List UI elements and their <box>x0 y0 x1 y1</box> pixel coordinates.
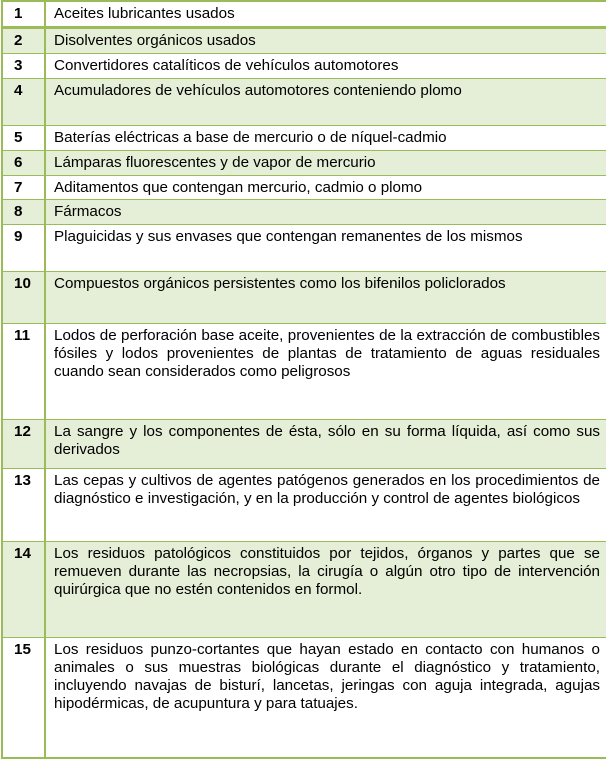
row-description: Fármacos <box>45 199 606 224</box>
row-number: 4 <box>2 78 45 125</box>
table-row <box>2 468 606 541</box>
row-description: Disolventes orgánicos usados <box>45 27 606 53</box>
row-description: Baterías eléctricas a base de mercurio o de níquel-cadmio <box>45 125 606 150</box>
row-number: 12 <box>2 419 45 468</box>
row-description: Acumuladores de vehículos automotores conteniendo plomo <box>45 78 606 125</box>
row-description: Aditamentos que contengan mercurio, cadmio o plomo <box>45 175 606 199</box>
table-row <box>2 78 606 125</box>
table-row <box>2 27 606 53</box>
row-number: 3 <box>2 53 45 78</box>
table-row <box>2 199 606 224</box>
row-number: 14 <box>2 541 45 637</box>
row-number: 2 <box>2 27 45 53</box>
table-body <box>2 1 606 758</box>
row-number: 6 <box>2 150 45 175</box>
hazardous-waste-table <box>1 0 606 759</box>
row-number: 10 <box>2 271 45 323</box>
table-row <box>2 323 606 419</box>
table-row <box>2 541 606 637</box>
row-description: Lámparas fluorescentes y de vapor de mercurio <box>45 150 606 175</box>
table-row <box>2 271 606 323</box>
table-row <box>2 1 606 27</box>
row-description: La sangre y los componentes de ésta, sólo en su forma líquida, así como sus derivados <box>45 419 606 468</box>
table-row <box>2 224 606 271</box>
row-description: Lodos de perforación base aceite, provenientes de la extracción de combustibles fósiles y lodos provenientes de plantas de tratamiento de aguas residuales cuando sean considerados como peligrosos <box>45 323 606 419</box>
row-number: 7 <box>2 175 45 199</box>
row-number: 5 <box>2 125 45 150</box>
row-description: Las cepas y cultivos de agentes patógenos generados en los procedimientos de diagnóstico e investigación, y en la producción y control de agentes biológicos <box>45 468 606 541</box>
row-description: Los residuos punzo-cortantes que hayan estado en contacto con humanos o animales o sus muestras biológicas durante el diagnóstico y tratamiento, incluyendo navajas de bisturí, lancetas, jeringas con aguja integrada, agujas hipodérmicas, de acupuntura y para tatuajes. <box>45 637 606 758</box>
table-row <box>2 125 606 150</box>
table-row <box>2 419 606 468</box>
row-number: 15 <box>2 637 45 758</box>
table-row <box>2 637 606 758</box>
row-description: Los residuos patológicos constituidos por tejidos, órganos y partes que se remueven durante las necropsias, la cirugía o algún otro tipo de intervención quirúrgica que no estén contenidos en formol. <box>45 541 606 637</box>
table-row <box>2 53 606 78</box>
row-description: Compuestos orgánicos persistentes como los bifenilos policlorados <box>45 271 606 323</box>
row-number: 9 <box>2 224 45 271</box>
row-number: 11 <box>2 323 45 419</box>
row-description: Convertidores catalíticos de vehículos automotores <box>45 53 606 78</box>
row-number: 1 <box>2 1 45 27</box>
table-row <box>2 150 606 175</box>
row-number: 8 <box>2 199 45 224</box>
row-number: 13 <box>2 468 45 541</box>
table-row <box>2 175 606 199</box>
row-description: Aceites lubricantes usados <box>45 1 606 27</box>
row-description: Plaguicidas y sus envases que contengan remanentes de los mismos <box>45 224 606 271</box>
